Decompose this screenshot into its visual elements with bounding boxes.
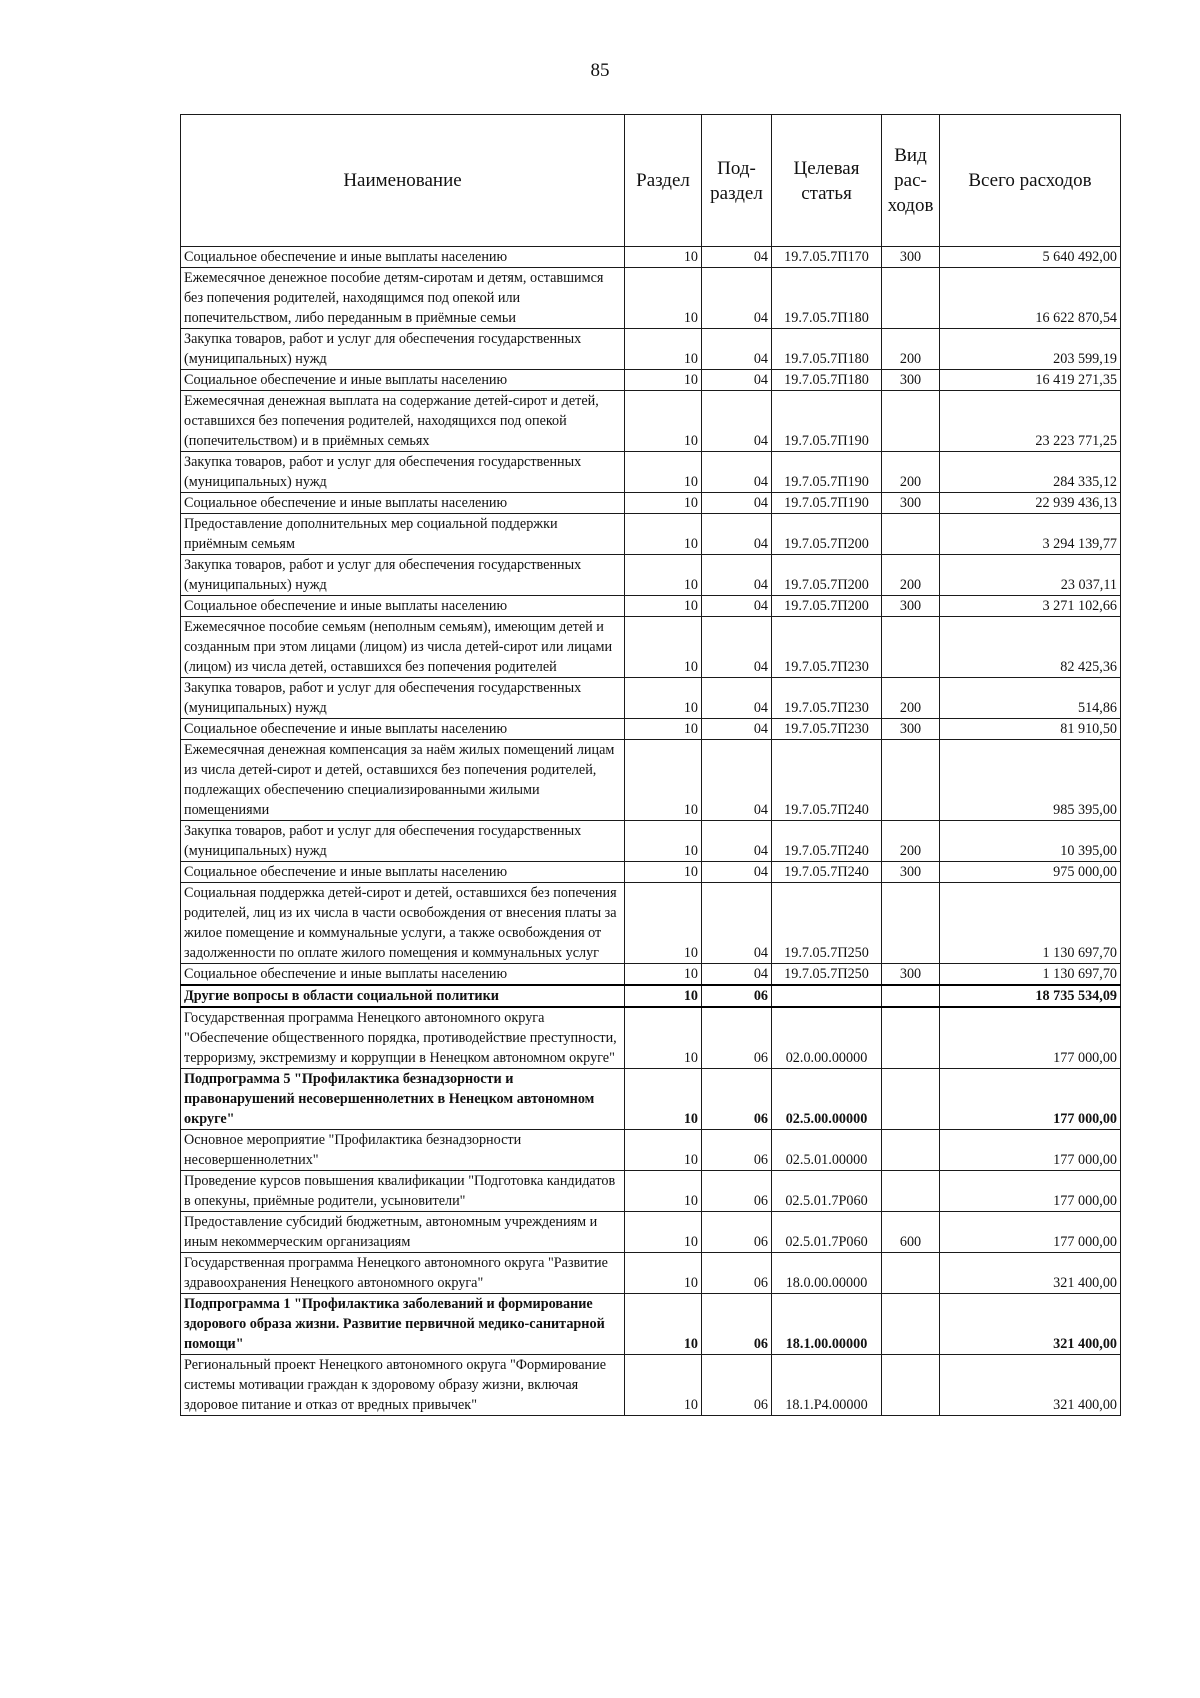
cell-section: 10 <box>625 1294 702 1355</box>
cell-kind: 200 <box>882 678 940 719</box>
cell-total: 284 335,12 <box>940 452 1121 493</box>
cell-total: 82 425,36 <box>940 617 1121 678</box>
cell-section: 10 <box>625 985 702 1007</box>
cell-subsection: 06 <box>702 1007 772 1069</box>
cell-subsection: 06 <box>702 1253 772 1294</box>
cell-total: 177 000,00 <box>940 1212 1121 1253</box>
cell-name: Проведение курсов повышения квалификации "Подготовка кандидатов в опекуны, приёмные родители, усыновители" <box>181 1171 625 1212</box>
cell-kind: 300 <box>882 719 940 740</box>
cell-kind <box>882 740 940 821</box>
cell-section: 10 <box>625 596 702 617</box>
cell-kind: 200 <box>882 452 940 493</box>
cell-subsection: 06 <box>702 1130 772 1171</box>
table-row <box>181 452 1121 493</box>
cell-total: 203 599,19 <box>940 329 1121 370</box>
cell-subsection: 04 <box>702 329 772 370</box>
cell-target: 18.1.Р4.00000 <box>772 1355 882 1416</box>
cell-target: 18.1.00.00000 <box>772 1294 882 1355</box>
cell-total: 177 000,00 <box>940 1007 1121 1069</box>
cell-total: 81 910,50 <box>940 719 1121 740</box>
cell-kind: 300 <box>882 247 940 268</box>
table-row <box>181 1253 1121 1294</box>
header-target: Целевая статья <box>772 115 882 247</box>
cell-total: 5 640 492,00 <box>940 247 1121 268</box>
cell-kind <box>882 1294 940 1355</box>
cell-section: 10 <box>625 247 702 268</box>
cell-target: 02.5.01.7Р060 <box>772 1212 882 1253</box>
cell-total: 23 037,11 <box>940 555 1121 596</box>
table-row <box>181 391 1121 452</box>
table-row <box>181 617 1121 678</box>
header-kind: Вид рас- ходов <box>882 115 940 247</box>
table-row <box>181 329 1121 370</box>
cell-kind: 200 <box>882 555 940 596</box>
cell-name: Ежемесячная денежная компенсация за наём жилых помещений лицам из числа детей-сирот и детей, оставшихся без попечения родителей, подлежащих обеспечению специализированными жилыми помещениями <box>181 740 625 821</box>
cell-total: 177 000,00 <box>940 1130 1121 1171</box>
cell-section: 10 <box>625 329 702 370</box>
cell-name: Закупка товаров, работ и услуг для обеспечения государственных (муниципальных) нужд <box>181 821 625 862</box>
cell-section: 10 <box>625 1171 702 1212</box>
cell-kind: 300 <box>882 964 940 986</box>
cell-target: 19.7.05.7П190 <box>772 493 882 514</box>
cell-name: Подпрограмма 1 "Профилактика заболеваний и формирование здорового образа жизни. Развитие первичной медико-санитарной помощи" <box>181 1294 625 1355</box>
table-row <box>181 719 1121 740</box>
cell-section: 10 <box>625 862 702 883</box>
cell-section: 10 <box>625 617 702 678</box>
cell-total: 1 130 697,70 <box>940 964 1121 986</box>
table-row <box>181 678 1121 719</box>
cell-subsection: 06 <box>702 1069 772 1130</box>
header-section: Раздел <box>625 115 702 247</box>
cell-section: 10 <box>625 370 702 391</box>
table-row <box>181 862 1121 883</box>
cell-target: 19.7.05.7П180 <box>772 370 882 391</box>
cell-subsection: 04 <box>702 883 772 964</box>
cell-subsection: 04 <box>702 740 772 821</box>
cell-name: Региональный проект Ненецкого автономного округа "Формирование системы мотивации граждан к здоровому образу жизни, включая здоровое питание и отказ от вредных привычек" <box>181 1355 625 1416</box>
cell-section: 10 <box>625 555 702 596</box>
cell-name: Предоставление субсидий бюджетным, автономным учреждениям и иным некоммерческим организациям <box>181 1212 625 1253</box>
cell-target: 19.7.05.7П190 <box>772 452 882 493</box>
cell-total: 975 000,00 <box>940 862 1121 883</box>
page-number: 85 <box>590 60 610 81</box>
cell-kind <box>882 514 940 555</box>
cell-total: 16 622 870,54 <box>940 268 1121 329</box>
table-row <box>181 493 1121 514</box>
cell-kind <box>882 1069 940 1130</box>
table-row <box>181 740 1121 821</box>
cell-kind: 300 <box>882 596 940 617</box>
table-row <box>181 247 1121 268</box>
cell-target: 19.7.05.7П190 <box>772 391 882 452</box>
cell-target: 19.7.05.7П230 <box>772 719 882 740</box>
table-row <box>181 1355 1121 1416</box>
cell-name: Закупка товаров, работ и услуг для обеспечения государственных (муниципальных) нужд <box>181 678 625 719</box>
cell-target: 19.7.05.7П240 <box>772 740 882 821</box>
cell-total: 321 400,00 <box>940 1294 1121 1355</box>
cell-kind <box>882 391 940 452</box>
cell-section: 10 <box>625 493 702 514</box>
cell-kind <box>882 1355 940 1416</box>
cell-target: 19.7.05.7П200 <box>772 514 882 555</box>
cell-subsection: 04 <box>702 821 772 862</box>
table-header-row <box>181 115 1121 247</box>
cell-name: Предоставление дополнительных мер социальной поддержки приёмным семьям <box>181 514 625 555</box>
cell-subsection: 06 <box>702 1294 772 1355</box>
table-row <box>181 883 1121 964</box>
header-name: Наименование <box>181 115 625 247</box>
cell-name: Социальное обеспечение и иные выплаты населению <box>181 247 625 268</box>
cell-subsection: 06 <box>702 1171 772 1212</box>
table-row <box>181 821 1121 862</box>
cell-total: 321 400,00 <box>940 1355 1121 1416</box>
cell-name: Подпрограмма 5 "Профилактика безнадзорности и правонарушений несовершеннолетних в Ненецком автономном округе" <box>181 1069 625 1130</box>
cell-name: Другие вопросы в области социальной политики <box>181 985 625 1007</box>
cell-kind: 300 <box>882 493 940 514</box>
cell-name: Закупка товаров, работ и услуг для обеспечения государственных (муниципальных) нужд <box>181 555 625 596</box>
cell-section: 10 <box>625 883 702 964</box>
cell-subsection: 04 <box>702 678 772 719</box>
cell-name: Социальное обеспечение и иные выплаты населению <box>181 370 625 391</box>
budget-table <box>180 114 1121 1416</box>
cell-name: Государственная программа Ненецкого автономного округа "Обеспечение общественного порядка, противодействие преступности, терроризму, экстремизму и коррупции в Ненецком автономном округе" <box>181 1007 625 1069</box>
table-row <box>181 514 1121 555</box>
cell-section: 10 <box>625 1130 702 1171</box>
cell-kind <box>882 1130 940 1171</box>
cell-name: Социальное обеспечение и иные выплаты населению <box>181 596 625 617</box>
cell-total: 321 400,00 <box>940 1253 1121 1294</box>
cell-name: Социальное обеспечение и иные выплаты населению <box>181 862 625 883</box>
cell-target <box>772 985 882 1007</box>
cell-target: 19.7.05.7П250 <box>772 883 882 964</box>
cell-name: Ежемесячное пособие семьям (неполным семьям), имеющим детей и созданным при этом лицами (лицом) из числа детей-сирот или лицами (лицом) из числа детей, оставшихся без попечения родителей <box>181 617 625 678</box>
cell-subsection: 04 <box>702 514 772 555</box>
cell-section: 10 <box>625 678 702 719</box>
table-row <box>181 370 1121 391</box>
cell-name: Государственная программа Ненецкого автономного округа "Развитие здравоохранения Ненецкого автономного округа" <box>181 1253 625 1294</box>
cell-subsection: 04 <box>702 719 772 740</box>
cell-total: 18 735 534,09 <box>940 985 1121 1007</box>
cell-subsection: 04 <box>702 247 772 268</box>
cell-total: 3 271 102,66 <box>940 596 1121 617</box>
cell-subsection: 04 <box>702 370 772 391</box>
cell-name: Социальное обеспечение и иные выплаты населению <box>181 719 625 740</box>
cell-name: Закупка товаров, работ и услуг для обеспечения государственных (муниципальных) нужд <box>181 329 625 370</box>
cell-name: Ежемесячное денежное пособие детям-сиротам и детям, оставшимся без попечения родителей, находящимся под опекой или попечительством, либо переданным в приёмные семьи <box>181 268 625 329</box>
cell-subsection: 04 <box>702 964 772 986</box>
table-row <box>181 268 1121 329</box>
table-row <box>181 1130 1121 1171</box>
cell-section: 10 <box>625 821 702 862</box>
cell-kind <box>882 617 940 678</box>
header-subsection: Под- раздел <box>702 115 772 247</box>
table-row <box>181 596 1121 617</box>
cell-target: 02.0.00.00000 <box>772 1007 882 1069</box>
cell-subsection: 04 <box>702 391 772 452</box>
cell-total: 985 395,00 <box>940 740 1121 821</box>
cell-section: 10 <box>625 1069 702 1130</box>
cell-kind <box>882 1253 940 1294</box>
table-row <box>181 1212 1121 1253</box>
cell-name: Социальное обеспечение и иные выплаты населению <box>181 493 625 514</box>
cell-total: 514,86 <box>940 678 1121 719</box>
cell-name: Основное мероприятие "Профилактика безнадзорности несовершеннолетних" <box>181 1130 625 1171</box>
cell-section: 10 <box>625 1212 702 1253</box>
cell-target: 18.0.00.00000 <box>772 1253 882 1294</box>
cell-target: 19.7.05.7П240 <box>772 821 882 862</box>
cell-subsection: 04 <box>702 555 772 596</box>
cell-kind: 200 <box>882 821 940 862</box>
cell-total: 177 000,00 <box>940 1069 1121 1130</box>
cell-section: 10 <box>625 1007 702 1069</box>
cell-kind: 300 <box>882 370 940 391</box>
cell-section: 10 <box>625 514 702 555</box>
cell-target: 02.5.01.00000 <box>772 1130 882 1171</box>
cell-target: 19.7.05.7П230 <box>772 678 882 719</box>
cell-section: 10 <box>625 268 702 329</box>
cell-kind: 300 <box>882 862 940 883</box>
cell-total: 10 395,00 <box>940 821 1121 862</box>
cell-kind <box>882 268 940 329</box>
cell-section: 10 <box>625 719 702 740</box>
cell-section: 10 <box>625 391 702 452</box>
cell-target: 19.7.05.7П200 <box>772 555 882 596</box>
cell-subsection: 04 <box>702 452 772 493</box>
cell-kind <box>882 1171 940 1212</box>
cell-target: 19.7.05.7П250 <box>772 964 882 986</box>
cell-target: 02.5.01.7Р060 <box>772 1171 882 1212</box>
cell-target: 19.7.05.7П230 <box>772 617 882 678</box>
cell-kind: 600 <box>882 1212 940 1253</box>
cell-total: 23 223 771,25 <box>940 391 1121 452</box>
cell-section: 10 <box>625 964 702 986</box>
cell-section: 10 <box>625 452 702 493</box>
cell-total: 16 419 271,35 <box>940 370 1121 391</box>
table-row <box>181 1294 1121 1355</box>
table-row <box>181 964 1121 986</box>
cell-subsection: 04 <box>702 596 772 617</box>
table-row <box>181 1069 1121 1130</box>
header-total: Всего расходов <box>940 115 1121 247</box>
cell-kind <box>882 985 940 1007</box>
cell-target: 19.7.05.7П170 <box>772 247 882 268</box>
cell-subsection: 06 <box>702 985 772 1007</box>
cell-kind: 200 <box>882 329 940 370</box>
cell-name: Ежемесячная денежная выплата на содержание детей-сирот и детей, оставшихся без попечения родителей, находящихся под опекой (попечительством) и в приёмных семьях <box>181 391 625 452</box>
cell-target: 19.7.05.7П180 <box>772 329 882 370</box>
table-row <box>181 555 1121 596</box>
cell-section: 10 <box>625 740 702 821</box>
cell-section: 10 <box>625 1253 702 1294</box>
cell-subsection: 04 <box>702 617 772 678</box>
table-row <box>181 985 1121 1007</box>
cell-target: 19.7.05.7П200 <box>772 596 882 617</box>
table-row <box>181 1171 1121 1212</box>
table-row <box>181 1007 1121 1069</box>
cell-kind <box>882 883 940 964</box>
cell-target: 19.7.05.7П180 <box>772 268 882 329</box>
cell-name: Закупка товаров, работ и услуг для обеспечения государственных (муниципальных) нужд <box>181 452 625 493</box>
table-body <box>181 247 1121 1416</box>
cell-total: 22 939 436,13 <box>940 493 1121 514</box>
cell-subsection: 04 <box>702 268 772 329</box>
cell-total: 1 130 697,70 <box>940 883 1121 964</box>
cell-subsection: 06 <box>702 1212 772 1253</box>
cell-total: 177 000,00 <box>940 1171 1121 1212</box>
cell-target: 19.7.05.7П240 <box>772 862 882 883</box>
cell-subsection: 04 <box>702 493 772 514</box>
cell-subsection: 04 <box>702 862 772 883</box>
cell-kind <box>882 1007 940 1069</box>
cell-target: 02.5.00.00000 <box>772 1069 882 1130</box>
cell-total: 3 294 139,77 <box>940 514 1121 555</box>
cell-name: Социальное обеспечение и иные выплаты населению <box>181 964 625 986</box>
cell-section: 10 <box>625 1355 702 1416</box>
cell-name: Социальная поддержка детей-сирот и детей, оставшихся без попечения родителей, лиц из их числа в части освобождения от внесения платы за жилое помещение и коммунальные услуги, а также освобождения от задолженности по оплате жилого помещения и коммунальных услуг <box>181 883 625 964</box>
cell-subsection: 06 <box>702 1355 772 1416</box>
